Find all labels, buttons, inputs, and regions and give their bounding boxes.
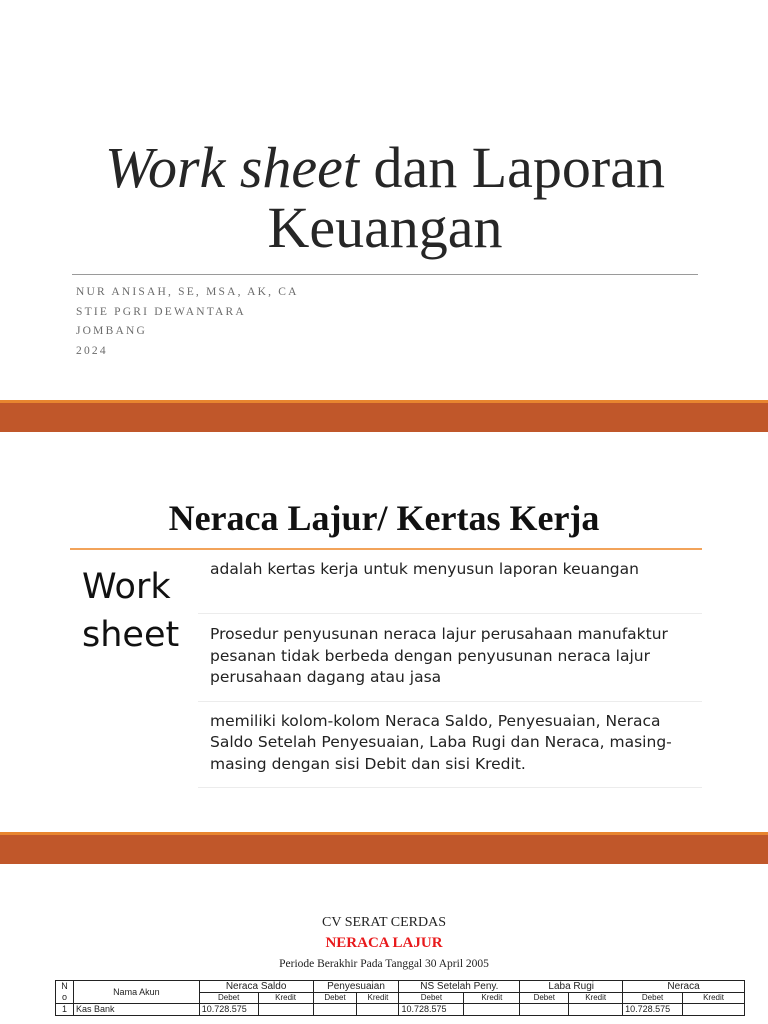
company-name: CV SERAT CERDAS <box>322 915 446 930</box>
slide-2-title: Neraca Lajur/ Kertas Kerja <box>168 498 600 538</box>
slide-1-title <box>40 135 730 260</box>
worksheet-period: Periode Berakhir Pada Tanggal 30 April 2005 <box>279 958 489 970</box>
year: 2024 <box>76 344 108 357</box>
definition-item: memiliki kolom-kolom Neraca Saldo, Penyesuaian, Neraca Saldo Setelah Penyesuaian, Laba Rugi dan Neraca, masing-masing dengan sisi Debit dan sisi Kredit. <box>198 702 702 789</box>
group-ns-setelah-peny: NS Setelah Peny. <box>399 981 520 993</box>
definition-item: adalah kertas kerja untuk menyusun laporan keuangan <box>198 552 702 614</box>
lr-debet-cell <box>520 1004 569 1016</box>
slide-3 <box>0 864 768 1024</box>
group-laba-rugi: Laba Rugi <box>520 981 623 993</box>
col-account-header: Nama Akun <box>73 981 199 1004</box>
col-no-header: N o <box>56 981 74 1004</box>
title-italic: Work sheet <box>105 135 359 200</box>
work-sheet-label: Work sheet <box>82 567 180 655</box>
credit-header: Kredit <box>464 993 520 1004</box>
slide-2-divider <box>70 548 702 550</box>
nssp-debet-cell: 10.728.575 <box>399 1004 464 1016</box>
credit-header: Kredit <box>569 993 623 1004</box>
credit-header: Kredit <box>357 993 399 1004</box>
slide-1 <box>0 0 768 400</box>
lr-kredit-cell <box>569 1004 623 1016</box>
group-neraca: Neraca <box>623 981 745 993</box>
worksheet-table <box>55 980 745 1016</box>
author-name: NUR ANISAH, SE, MSA, AK, CA <box>76 286 299 298</box>
debit-header: Debet <box>199 993 258 1004</box>
slide-separator <box>0 400 768 432</box>
row-no: 1 <box>56 1004 74 1016</box>
debit-header: Debet <box>399 993 464 1004</box>
city: JOMBANG <box>76 325 147 337</box>
row-account: Kas Bank <box>73 1004 199 1016</box>
debit-header: Debet <box>623 993 683 1004</box>
debit-header: Debet <box>313 993 357 1004</box>
ns-kredit-cell <box>258 1004 313 1016</box>
group-penyesuaian: Penyesuaian <box>313 981 399 993</box>
credit-header: Kredit <box>683 993 745 1004</box>
table-header-row <box>56 981 745 993</box>
credit-header: Kredit <box>258 993 313 1004</box>
title-rest: dan Laporan Keuangan <box>267 135 665 260</box>
peny-kredit-cell <box>357 1004 399 1016</box>
slide-separator <box>0 832 768 864</box>
definition-list <box>198 552 702 788</box>
peny-debet-cell <box>313 1004 357 1016</box>
neraca-kredit-cell <box>683 1004 745 1016</box>
title-divider <box>72 274 698 275</box>
debit-header: Debet <box>520 993 569 1004</box>
nssp-kredit-cell <box>464 1004 520 1016</box>
definition-item: Prosedur penyusunan neraca lajur perusahaan manufaktur pesanan tidak berbeda dengan penyusunan neraca lajur perusahaan dagang atau jasa <box>198 614 702 702</box>
group-neraca-saldo: Neraca Saldo <box>199 981 313 993</box>
institution: STIE PGRI DEWANTARA <box>76 305 246 318</box>
neraca-debet-cell: 10.728.575 <box>623 1004 683 1016</box>
table-row <box>56 1004 745 1016</box>
worksheet-title: NERACA LAJUR <box>325 935 443 951</box>
slide-2 <box>0 432 768 832</box>
slide-1-subtitle <box>76 283 299 361</box>
ns-debet-cell: 10.728.575 <box>199 1004 258 1016</box>
